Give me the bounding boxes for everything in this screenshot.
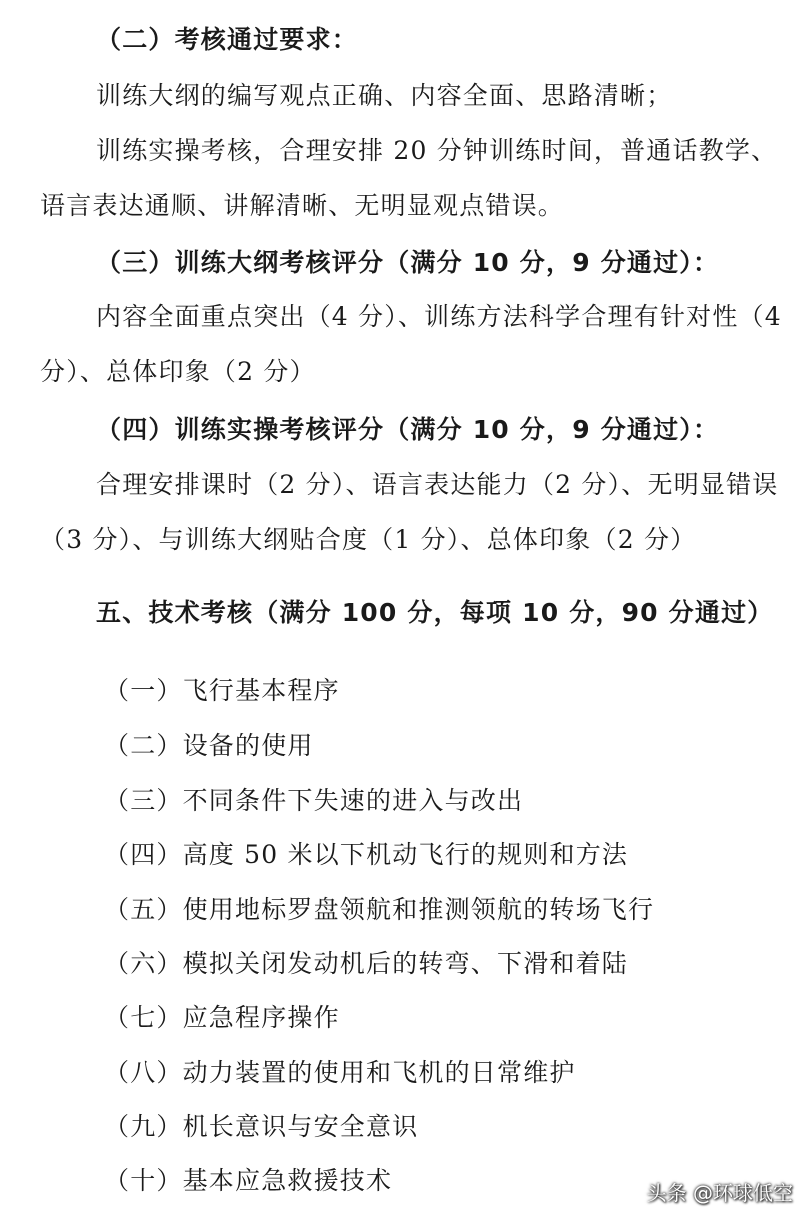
subsection-2-line-1: 训练大纲的编写观点正确、内容全面、思路清晰； — [96, 81, 673, 110]
section-5-item-3: （三）不同条件下失速的进入与改出 — [104, 786, 524, 815]
subsection-2-line-3: 语言表达通顺、讲解清晰、无明显观点错误。 — [40, 191, 565, 220]
subsection-4-heading: （四）训练实操考核评分（满分 10 分，9 分通过）： — [96, 415, 720, 444]
subsection-2-heading: （二）考核通过要求： — [96, 25, 359, 54]
subsection-4-line-1: 合理安排课时（2 分）、语言表达能力（2 分）、无明显错误 — [96, 470, 779, 499]
section-5-item-7: （七）应急程序操作 — [104, 1003, 340, 1032]
section-5-item-6: （六）模拟关闭发动机后的转弯、下滑和着陆 — [104, 949, 629, 978]
subsection-3-heading: （三）训练大纲考核评分（满分 10 分，9 分通过）： — [96, 248, 720, 277]
section-5-item-5: （五）使用地标罗盘领航和推测领航的转场飞行 — [104, 895, 655, 924]
subsection-3-line-2: 分）、总体印象（2 分） — [40, 357, 316, 386]
section-5-item-4: （四）高度 50 米以下机动飞行的规则和方法 — [104, 840, 629, 869]
section-5-item-8: （八）动力装置的使用和飞机的日常维护 — [104, 1058, 576, 1087]
section-5-item-2: （二）设备的使用 — [104, 731, 314, 760]
section-5-item-10: （十）基本应急救援技术 — [104, 1166, 393, 1195]
subsection-3-line-1: 内容全面重点突出（4 分）、训练方法科学合理有针对性（4 — [96, 302, 782, 331]
subsection-2-line-2: 训练实操考核，合理安排 20 分钟训练时间，普通话教学、 — [96, 136, 778, 165]
watermark: 头条 @环球低空 — [646, 1181, 793, 1205]
section-5-item-9: （九）机长意识与安全意识 — [104, 1112, 419, 1141]
subsection-4-line-2: （3 分）、与训练大纲贴合度（1 分）、总体印象（2 分） — [40, 525, 697, 554]
section-5-item-1: （一）飞行基本程序 — [104, 676, 340, 705]
section-5-heading: 五、技术考核（满分 100 分，每项 10 分，90 分通过） — [96, 598, 774, 627]
